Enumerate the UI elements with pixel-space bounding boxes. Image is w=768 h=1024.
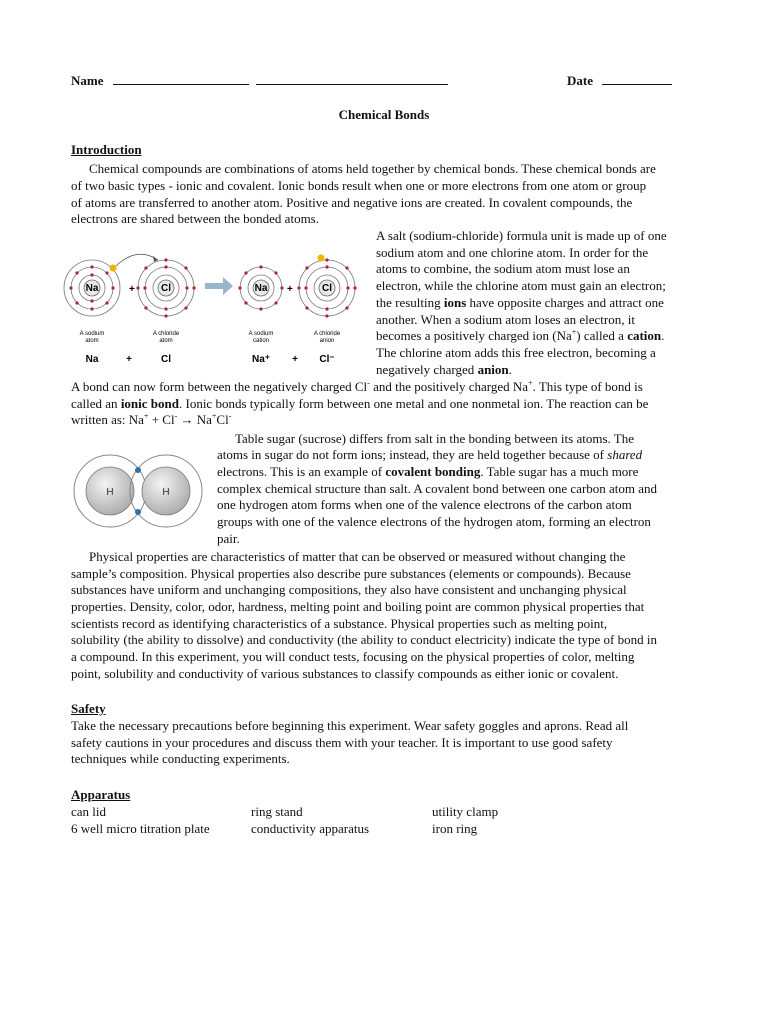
apparatus-item: can lid (71, 804, 107, 819)
intro-line: of two basic types - ionic and covalent. Ionic bonds result when one or more electrons from one atom or group (71, 178, 647, 193)
introduction-heading: Introduction (71, 142, 142, 157)
label-chloride-anion: A chloride (313, 331, 341, 337)
apparatus-item: ring stand (251, 804, 303, 819)
name-line (71, 72, 448, 89)
date-label: Date (567, 73, 593, 88)
label-sodium-atom: A sodium (79, 331, 105, 337)
bottom-plus-1: + (126, 354, 132, 365)
physical-line: sample’s composition. Physical properties also describe pure substances (elements or compounds). Because (71, 566, 631, 581)
physical-line: Physical properties are characteristics of matter that can be observed or measured without changing the (89, 549, 626, 564)
salt-line: A salt (sodium-chloride) formula unit is made up of one (376, 228, 667, 243)
name-blank-1[interactable] (113, 72, 249, 85)
na-cation-symbol: Na (254, 283, 268, 294)
name-label: Name (71, 73, 104, 88)
label-sodium-cation-2: cation (252, 338, 270, 344)
bottom-na-ion: Na⁺ (251, 354, 271, 365)
salt-line: the resulting ions have opposite charges and attract one (376, 295, 664, 310)
salt-line: becomes a positively charged ion (Na+) called a cation. (376, 327, 665, 343)
safety-line: safety cautions in your procedures and discuss them with your teacher. It is important to use good safety (71, 735, 613, 750)
sugar-line: complex chemical structure than salt. A covalent bond between one carbon atom and (217, 481, 658, 496)
sugar-line: atoms in sugar do not form ions; instead, they are held together because of shared (217, 447, 643, 462)
reaction-equation: written as: Na+ + Cl- → Na+Cl- (71, 411, 232, 427)
salt-line: negatively charged anion. (376, 362, 512, 377)
safety-line: Take the necessary precautions before beginning this experiment. Wear safety goggles and aprons. Read all (71, 718, 629, 733)
bottom-na: Na (85, 354, 99, 365)
apparatus-item: conductivity apparatus (251, 821, 370, 836)
ionic-bond-diagram (62, 246, 362, 370)
covalent-bond-diagram (70, 446, 206, 536)
label-chloride-atom: A chloride (152, 331, 180, 337)
sugar-line: Table sugar (sucrose) differs from salt in the bonding between its atoms. The (235, 431, 634, 446)
shared-electron-icon (135, 509, 141, 515)
salt-line: sodium atom and one chlorine atom. In order for the (376, 245, 649, 260)
salt-line: atoms to combine, the sodium atom must lose an (376, 261, 630, 276)
shared-electron-icon (135, 467, 141, 473)
name-blank-2[interactable] (256, 72, 448, 85)
apparatus-heading: Apparatus (71, 787, 131, 802)
bottom-plus-2: + (292, 354, 298, 365)
intro-line: electrons are shared between the bonded atoms. (71, 211, 319, 226)
plus-sign-1: + (129, 284, 135, 295)
salt-line: another. When a sodium atom loses an electron, it (376, 312, 635, 327)
sugar-line: pair. (217, 531, 240, 546)
date-line (567, 72, 672, 89)
apparatus-item: iron ring (432, 821, 478, 836)
apparatus-item: 6 well micro titration plate (71, 821, 210, 836)
physical-line: point, solubility and conductivity of various substances to classify compounds as either ionic or covalent. (71, 666, 619, 681)
plus-sign-2: + (287, 284, 293, 295)
na-symbol: Na (85, 283, 99, 294)
physical-line: solubility (the ability to dissolve) and conductivity (the ability to conduct electricity) indicate the type of bond in (71, 632, 657, 647)
intro-line: of atoms are transferred to another atom. Positive and negative ions are created. In covalent compounds, the (71, 195, 633, 210)
physical-line: properties. Density, color, odor, hardness, melting point and boiling point are common physical properties that (71, 599, 645, 614)
h-symbol-1: H (106, 487, 114, 498)
apparatus-item: utility clamp (432, 804, 499, 819)
bottom-cl-ion: Cl⁻ (319, 354, 335, 365)
bottom-cl: Cl (161, 354, 171, 365)
h-symbol-2: H (162, 487, 170, 498)
physical-line: a compound. In this experiment, you will conduct tests, focusing on the physical properties of color, melting (71, 649, 635, 664)
cl-anion-symbol: Cl (322, 283, 332, 294)
ionic-line: called an ionic bond. Ionic bonds typically form between one metal and one nonmetal ion. The reaction can be (71, 396, 649, 411)
reaction-arrow-icon (223, 277, 233, 295)
label-sodium-cation: A sodium (248, 331, 274, 337)
ionic-line: A bond can now form between the negatively charged Cl- and the positively charged Na+. This type of bond is (71, 378, 643, 394)
salt-line: The chlorine atom adds this free electron, becoming a (376, 345, 656, 360)
page-title: Chemical Bonds (338, 107, 430, 122)
safety-line: techniques while conducting experiments. (71, 751, 290, 766)
sugar-line: groups with one of the valence electrons of the hydrogen atom, forming an electron (217, 514, 651, 529)
label-sodium-atom-2: atom (85, 338, 99, 344)
intro-line: Chemical compounds are combinations of atoms held together by chemical bonds. These chemical bonds are (89, 161, 656, 176)
safety-heading: Safety (71, 701, 106, 716)
cl-symbol: Cl (161, 283, 171, 294)
physical-line: substances have uniform and unchanging compositions, they also have consistent and unchanging physical (71, 582, 627, 597)
label-chloride-atom-2: atom (159, 338, 173, 344)
physical-line: scientists record as identifying characteristics of a substance. Physical properties such as melting point, (71, 616, 608, 631)
sugar-line: one hydrogen atom forms when one of the valence electrons of the carbon atom (217, 497, 632, 512)
label-chloride-anion-2: anion (319, 338, 335, 344)
sugar-line: electrons. This is an example of covalent bonding. Table sugar has a much more (217, 464, 639, 479)
salt-line: electron, while the chlorine atom must gain an electron; (376, 278, 666, 293)
date-blank[interactable] (602, 72, 672, 85)
